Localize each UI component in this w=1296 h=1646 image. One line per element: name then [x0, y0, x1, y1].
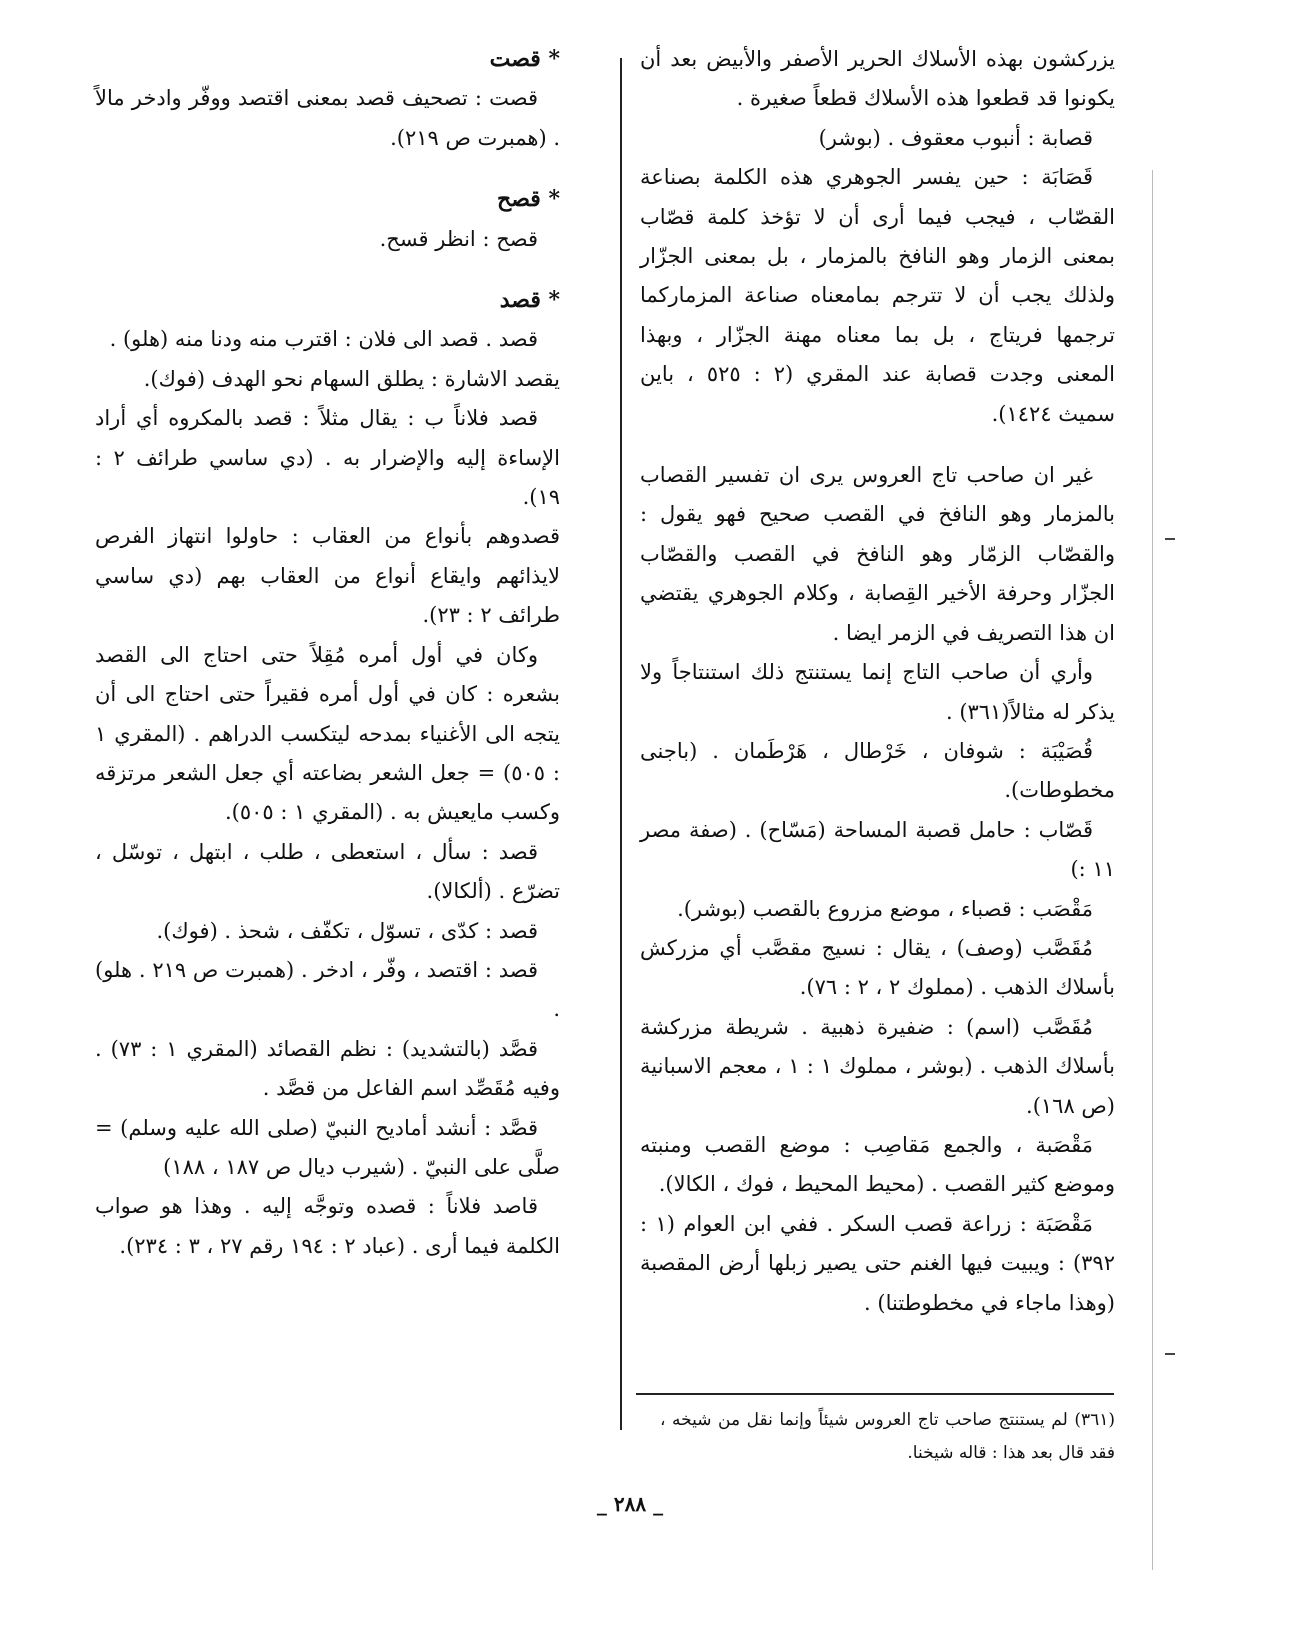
margin-tick [1165, 1353, 1175, 1355]
right-para-10: مُقَصَّب (اسم) : ضفيرة ذهبية . شريطة مزركشة بأسلاك الذهب . (بوشر ، مملوك ١ : ١ ، معجم الاسبانية (ص ١٦٨). [640, 1014, 1115, 1118]
right-para-6: قُصَيْبَة : شوفان ، خَرْطال ، هَرْطَمان . (باجنى مخطوطات). [640, 738, 1115, 803]
footnote-rule [636, 1393, 1114, 1395]
left-para-5: قصد فلاناً ب : يقال مثلاً : قصد بالمكروه أي أراد الإساءة إليه والإضرار به . (دي ساسي طرائف ٢ : ١٩). [95, 406, 560, 510]
scan-edge-line [1152, 170, 1153, 1570]
left-para-7: وكان في أول أمره مُقِلاً حتى احتاج الى القصد بشعره : كان في أول أمره فقيراً حتى احتاج الى أن يتجه الى الأغنياء بمدحه ليتكسب الدراهم . (المقري ١ : ٥٠٥) = جعل الشعر بضاعته أي جعل الشعر مرتزقه وكسب مايعيش به . (المقري ١ : ٥٠٥). [95, 642, 560, 825]
left-para-12: قصَّد : أنشد أماديح النبيّ (صلى الله عليه وسلم) = صلَّى على النبيّ . (شيرب ديال ص ١٨٧ ، ١٨٨) [95, 1115, 560, 1179]
left-para-11: قصَّد (بالتشديد) : نظم القصائد (المقري ١ : ٧٣) . وفيه مُقَصِّد اسم الفاعل من قصَّد . [95, 1036, 560, 1101]
right-para-4: غير ان صاحب تاج العروس يرى ان تفسير القصاب بالمزمار وهو النافخ في القصب صحيح فهو يقول : والقصّاب الزمّار وهو النافخ في القصب والقصّاب الجزّار وحرفة الأخير القِصابة ، وكلام الجوهري يقتضي ان هذا التصريف في الزمر ايضا . [640, 463, 1115, 645]
right-para-2: قصابة : أنبوب معقوف . (بوشر) [818, 125, 1093, 150]
left-para-2: قصح : انظر قسح. [379, 226, 538, 251]
right-para-1: يزركشون بهذه الأسلاك الحرير الأصفر والأبيض بعد أن يكونوا قد قطعوا هذه الأسلاك قطعاً صغيرة . [640, 47, 1115, 111]
left-para-6: قصدوهم بأنواع من العقاب : حاولوا انتهاز الفرص لايذائهم وايقاع أنواع من العقاب بهم (دي ساسي طرائف ٢ : ٢٣). [95, 524, 560, 628]
entry-heading-qst: * قصت [489, 46, 560, 72]
right-para-12: مَقْصَبَة : زراعة قصب السكر . ففي ابن العوام (١ : ٣٩٢) : ويبيت فيها الغنم حتى يصير زبلها أرض المقصبة (وهذا ماجاء في مخطوطتنا) . [640, 1211, 1115, 1315]
column-divider [620, 58, 622, 1430]
entry-heading-qsh: * قصح [497, 186, 560, 213]
right-column [640, 40, 1115, 1323]
footnotes [660, 1404, 1115, 1470]
left-para-4: يقصد الاشارة : يطلق السهام نحو الهدف (فوك). [143, 366, 560, 391]
left-para-13: قاصد فلاناً : قصده وتوجَّه إليه . وهذا هو صواب الكلمة فيما أرى . (عباد ٢ : ١٩٤ رقم ٢٧ ، ٣ : ٢٣٤). [95, 1194, 560, 1258]
left-para-8: قصد : سأل ، استعطى ، طلب ، ابتهل ، توسّل ، تضرّع . (ألكالا). [95, 839, 560, 904]
right-para-3: قَصَابَة : حين يفسر الجوهري هذه الكلمة بصناعة القصّاب ، فيجب فيما أرى أن لا تؤخذ كلمة قصّاب بمعنى الزمار وهو النافخ بالمزمار ، بل بمعنى الجزّار ولذلك يجب أن لا تترجم بمامعناه صناعة المزماركما ترجمها فريتاج ، بل بما معناه مهنة الجزّار ، وبهذا المعنى وجدت قصابة عند المقري (٢ : ٥٢٥ ، باين سميث ١٤٢٤). [640, 165, 1115, 426]
entry-heading-qsd: * قصد [499, 287, 560, 314]
margin-tick [1165, 538, 1175, 540]
right-para-7: قَصّاب : حامل قصبة المساحة (مَسّاح) . (صفة مصر ١١ :) [640, 817, 1115, 882]
right-para-8: مَقْصَب : قصباء ، موضع مزروع بالقصب (بوشر). [677, 896, 1093, 921]
left-para-10: قصد : اقتصد ، وفّر ، ادخر . (همبرت ص ٢١٩ . هلو) . [95, 957, 560, 1022]
left-para-9: قصد : كدّى ، تسوّل ، تكفّف ، شحذ . (فوك). [156, 918, 538, 943]
left-para-3: قصد . قصد الى فلان : اقترب منه ودنا منه (هلو) . [109, 327, 538, 352]
right-para-5: وأري أن صاحب التاج إنما يستنتج ذلك استنتاجاً ولا يذكر له مثالاً(٣٦١) . [640, 660, 1115, 724]
right-para-11: مَقْصَبة ، والجمع مَقاصِب : موضع القصب ومنبته وموضع كثير القصب . (محيط المحيط ، فوك ، الكالا). [640, 1132, 1115, 1197]
footnote-361: (٣٦١) لم يستنتج صاحب تاج العروس شيئاً وإنما نقل من شيخه ، فقد قال بعد هذا : قاله شيخنا. [660, 1410, 1116, 1463]
left-para-1: قصت : تصحيف قصد بمعنى اقتصد ووفّر وادخر مالاً . (همبرت ص ٢١٩). [95, 86, 560, 150]
page-number: _ ٢٨٨ _ [596, 1492, 664, 1516]
left-column [95, 40, 560, 1266]
right-para-9: مُقَصَّب (وصف) ، يقال : نسيج مقصَّب أي مزركش بأسلاك الذهب . (مملوك ٢ ، ٢ : ٧٦). [640, 935, 1115, 1000]
